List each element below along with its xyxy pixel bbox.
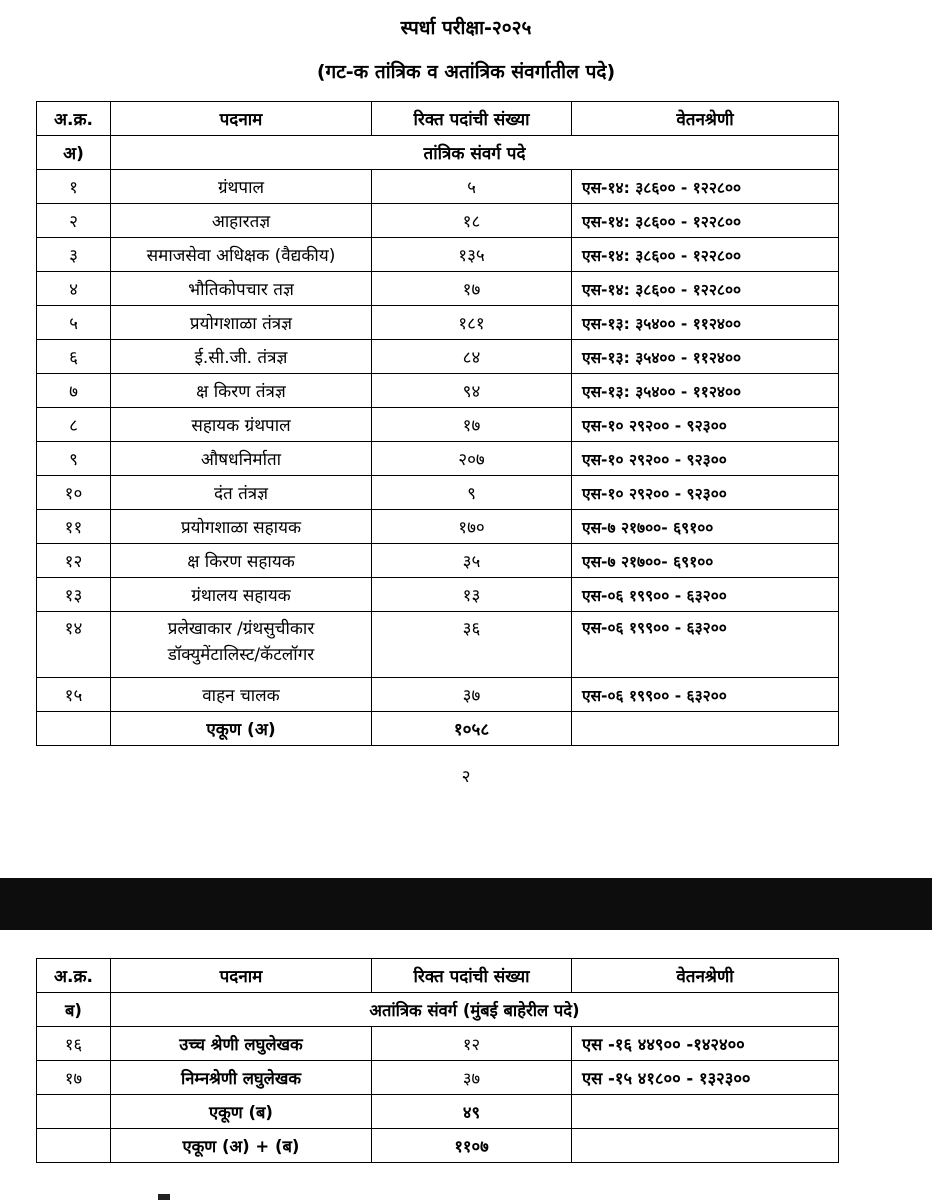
grand-total-label: एकूण (अ) + (ब) [111,1129,372,1163]
page-title: स्पर्धा परीक्षा-२०२५ [400,17,532,39]
header-b-vacancies: रिक्त पदांची संख्या [372,959,572,993]
row-sr-no: ५ [37,306,111,340]
row-post-name: ग्रंथालय सहायक [111,578,372,612]
table-row [37,374,839,408]
row-pay-scale: एस-१४: ३८६०० - १२२८०० [572,170,839,204]
table-row [37,170,839,204]
row-sr-no: १४ [37,612,111,678]
table-row [37,408,839,442]
total-a-empty-cell [37,712,111,746]
row-post-name: औषधनिर्माता [111,442,372,476]
row-sr-no: ७ [37,374,111,408]
total-b-label: एकूण (ब) [111,1095,372,1129]
total-b-value: ४९ [372,1095,572,1129]
row-sr-no: ४ [37,272,111,306]
table-row [37,1027,839,1061]
total-a-value: १०५८ [372,712,572,746]
row-post-name: भौतिकोपचार तज्ञ [111,272,372,306]
grand-total-row [37,1129,839,1163]
total-a-pay-empty [572,712,839,746]
row-vacancy-count: ३५ [372,544,572,578]
row-vacancy-count: ९ [372,476,572,510]
table-row [37,306,839,340]
row-pay-scale: एस-०६ १९९०० - ६३२०० [572,578,839,612]
technical-posts-table [36,101,839,746]
header-b-sr-no: अ.क्र. [37,959,111,993]
grand-total-pay-empty [572,1129,839,1163]
row-post-name: सहायक ग्रंथपाल [111,408,372,442]
table-row [37,612,839,678]
row-post-name: निम्नश्रेणी लघुलेखक [111,1061,372,1095]
row-sr-no: ९ [37,442,111,476]
row-pay-scale: एस-१३: ३५४०० - ११२४०० [572,306,839,340]
grand-total-empty-cell [37,1129,111,1163]
row-sr-no: ६ [37,340,111,374]
black-divider-band [0,878,932,930]
row-vacancy-count: ५ [372,170,572,204]
row-post-name [111,612,372,678]
table-row [37,238,839,272]
row-post-name: प्रयोगशाळा तंत्रज्ञ [111,306,372,340]
table-row [37,1061,839,1095]
total-a-row [37,712,839,746]
table-row [37,510,839,544]
row-sr-no: १ [37,170,111,204]
row-post-name: प्रयोगशाळा सहायक [111,510,372,544]
cropped-mark [158,1194,170,1200]
total-b-pay-empty [572,1095,839,1129]
header-b-pay-scale: वेतनश्रेणी [572,959,839,993]
section-a-label: अ) [37,136,111,170]
row-vacancy-count: ३७ [372,1061,572,1095]
row-post-name: वाहन चालक [111,678,372,712]
row-post-name: उच्च श्रेणी लघुलेखक [111,1027,372,1061]
header-vacancies: रिक्त पदांची संख्या [372,102,572,136]
section-b-label: ब) [37,993,111,1027]
header-sr-no: अ.क्र. [37,102,111,136]
row-post-name-line1: प्रलेखाकार /ग्रंथसुचीकार [167,619,315,639]
row-vacancy-count: ३६ [372,612,572,678]
row-pay-scale: एस-१० २९२०० - ९२३०० [572,408,839,442]
grand-total-value: ११०७ [372,1129,572,1163]
row-sr-no: १३ [37,578,111,612]
table-b-header-row [37,959,839,993]
section-a-heading: तांत्रिक संवर्ग पदे [111,136,839,170]
row-sr-no: २ [37,204,111,238]
row-vacancy-count: १३ [372,578,572,612]
row-post-name: समाजसेवा अधिक्षक (वैद्यकीय) [111,238,372,272]
row-post-name: दंत तंत्रज्ञ [111,476,372,510]
page-subtitle: (गट-क तांत्रिक व अतांत्रिक संवर्गातील पदे) [316,61,616,83]
row-vacancy-count: ९४ [372,374,572,408]
table-row [37,544,839,578]
row-post-name: क्ष किरण तंत्रज्ञ [111,374,372,408]
row-pay-scale: एस -१६ ४४९०० -१४२४०० [572,1027,839,1061]
row-sr-no: ८ [37,408,111,442]
row-pay-scale: एस-१४: ३८६०० - १२२८०० [572,272,839,306]
section-b-heading: अतांत्रिक संवर्ग (मुंबई बाहेरील पदे) [111,993,839,1027]
row-pay-scale: एस-१० २९२०० - ९२३०० [572,442,839,476]
total-b-row [37,1095,839,1129]
table-header-row [37,102,839,136]
row-vacancy-count: ८४ [372,340,572,374]
row-post-name: ग्रंथपाल [111,170,372,204]
row-pay-scale: एस -१५ ४१८०० - १३२३०० [572,1061,839,1095]
row-pay-scale: एस-१३: ३५४०० - ११२४०० [572,340,839,374]
row-post-name: क्ष किरण सहायक [111,544,372,578]
row-vacancy-count: १७ [372,408,572,442]
non-technical-posts-table [36,958,839,1163]
row-pay-scale: एस-१४: ३८६०० - १२२८०० [572,204,839,238]
table-row [37,340,839,374]
row-vacancy-count: ३७ [372,678,572,712]
row-sr-no: १६ [37,1027,111,1061]
row-post-name: ई.सी.जी. तंत्रज्ञ [111,340,372,374]
table-row [37,204,839,238]
header-b-post-name: पदनाम [111,959,372,993]
row-pay-scale: एस-१४: ३८६०० - १२२८०० [572,238,839,272]
row-sr-no: १० [37,476,111,510]
row-post-name: आहारतज्ञ [111,204,372,238]
page-number: २ [461,767,471,787]
row-sr-no: ११ [37,510,111,544]
row-sr-no: १२ [37,544,111,578]
header-post-name: पदनाम [111,102,372,136]
table-row [37,678,839,712]
total-a-label: एकूण (अ) [111,712,372,746]
row-pay-scale: एस-०६ १९९०० - ६३२०० [572,612,839,678]
row-pay-scale: एस-१३: ३५४०० - ११२४०० [572,374,839,408]
table-row [37,272,839,306]
row-vacancy-count: १७० [372,510,572,544]
total-b-empty-cell [37,1095,111,1129]
header-pay-scale: वेतनश्रेणी [572,102,839,136]
section-a-heading-row [37,136,839,170]
row-sr-no: १७ [37,1061,111,1095]
row-post-name-line2: डॉक्युमेंटालिस्ट/कॅटलॉगर [167,645,315,665]
row-sr-no: १५ [37,678,111,712]
table-row [37,578,839,612]
row-vacancy-count: १२ [372,1027,572,1061]
row-vacancy-count: १८ [372,204,572,238]
table-row [37,442,839,476]
row-pay-scale: एस-०६ १९९०० - ६३२०० [572,678,839,712]
row-vacancy-count: १८१ [372,306,572,340]
row-pay-scale: एस-७ २१७००- ६९१०० [572,544,839,578]
row-sr-no: ३ [37,238,111,272]
row-pay-scale: एस-१० २९२०० - ९२३०० [572,476,839,510]
row-pay-scale: एस-७ २१७००- ६९१०० [572,510,839,544]
row-vacancy-count: १३५ [372,238,572,272]
row-vacancy-count: १७ [372,272,572,306]
row-vacancy-count: २०७ [372,442,572,476]
section-b-heading-row [37,993,839,1027]
table-row [37,476,839,510]
